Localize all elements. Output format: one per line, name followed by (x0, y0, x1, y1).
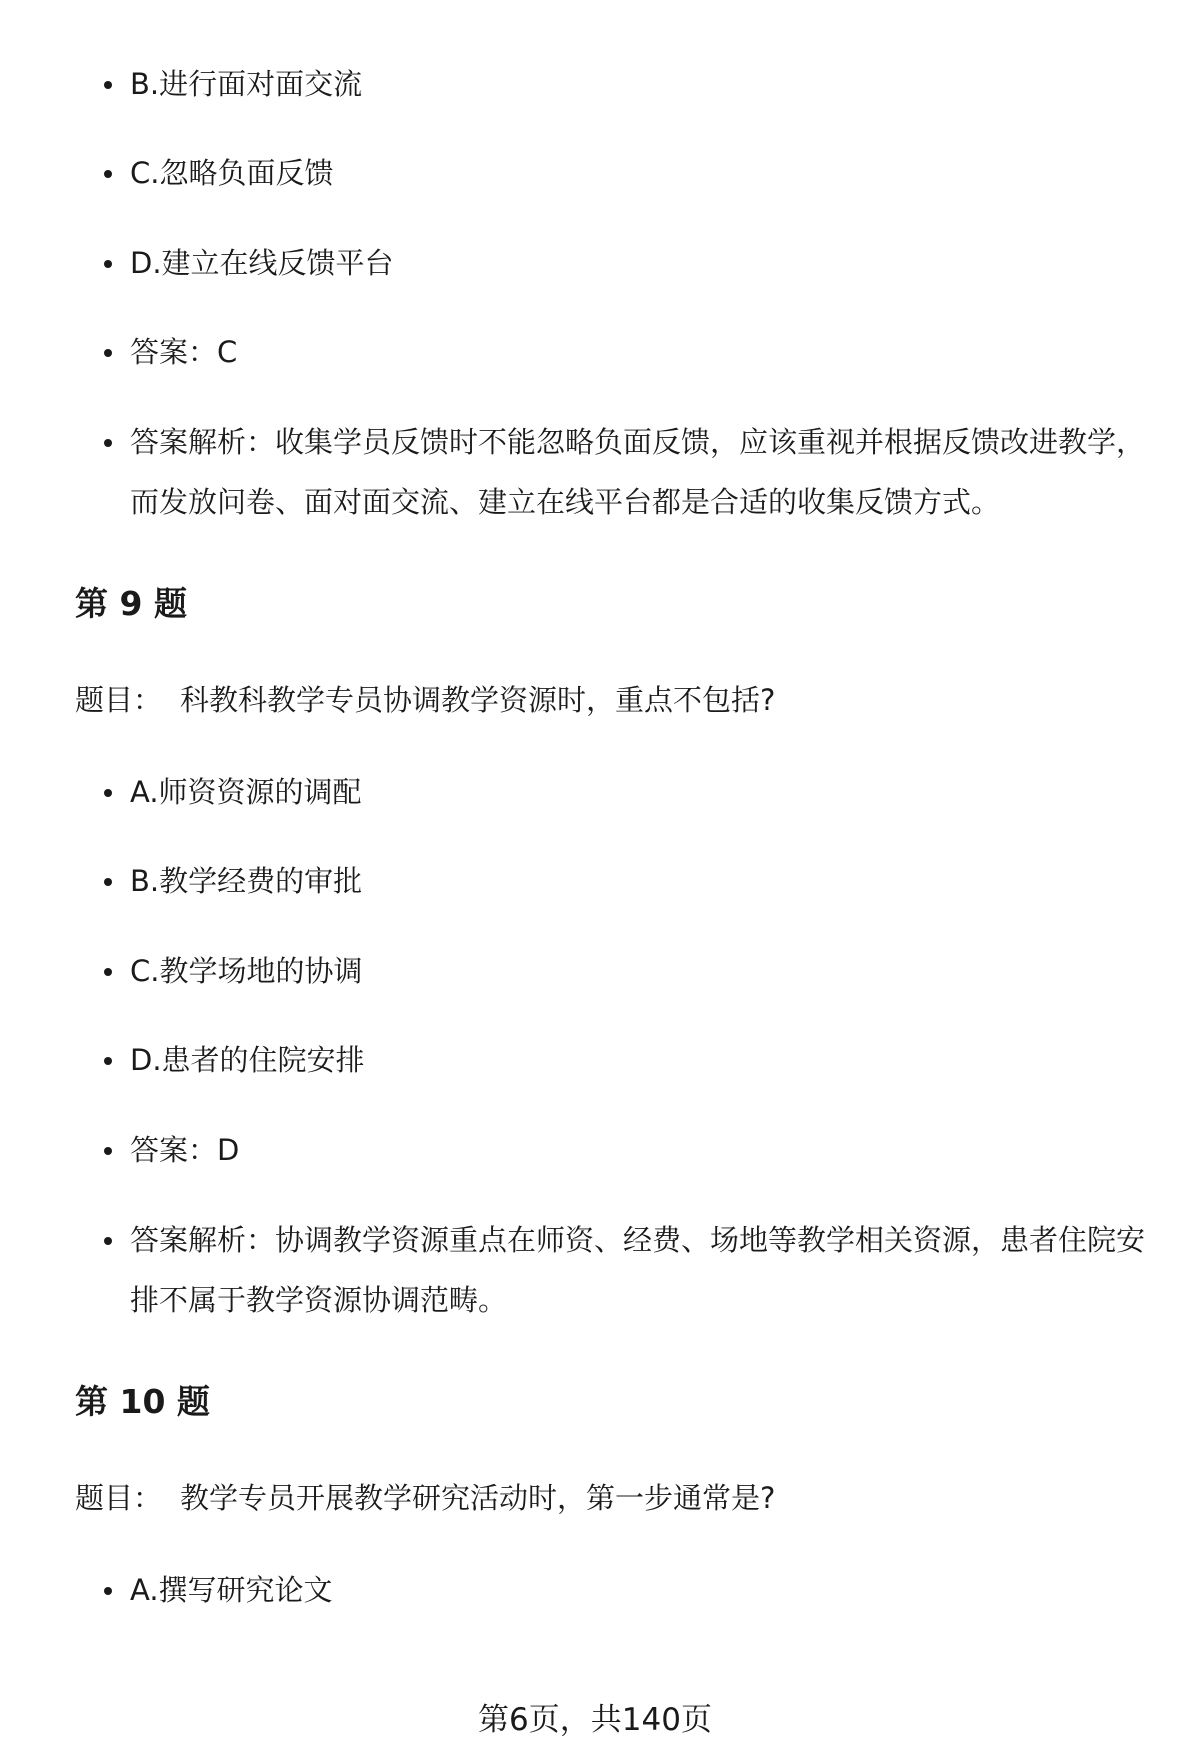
bullet-icon (104, 260, 112, 268)
bullet-icon (104, 81, 112, 89)
bullet-icon (104, 349, 112, 357)
bullet-icon (104, 1237, 112, 1245)
explanation-text: 答案解析：收集学员反馈时不能忽略负面反馈，应该重视并根据反馈改进教学，而发放问卷、面对面交流、建立在线平台都是合适的收集反馈方式。 (130, 425, 1146, 519)
bullet-icon (104, 968, 112, 976)
option-c (130, 143, 1160, 203)
question-prompt-10 (75, 1476, 775, 1520)
page-indicator: 第6页，共140页 (478, 1702, 712, 1738)
question-heading-9: 第 9 题 (75, 584, 187, 623)
option-text: C.忽略负面反馈 (130, 156, 334, 190)
option-text: C.教学场地的协调 (130, 954, 363, 988)
option-text: D.建立在线反馈平台 (130, 246, 394, 280)
option-text: A.师资资源的调配 (130, 775, 362, 809)
question-label: 题目： (75, 1481, 163, 1515)
option-a (130, 762, 1160, 822)
answer (130, 1120, 1160, 1180)
option-d (130, 233, 1160, 293)
bullet-icon (104, 1587, 112, 1595)
option-text: B.进行面对面交流 (130, 67, 363, 101)
question-text: 科教科教学专员协调教学资源时，重点不包括? (180, 683, 776, 717)
option-a (130, 1560, 1160, 1620)
question-text: 教学专员开展教学研究活动时，第一步通常是? (180, 1481, 776, 1515)
question-heading-10: 第 10 题 (75, 1382, 210, 1421)
option-b (130, 54, 1160, 114)
bullet-icon (104, 439, 112, 447)
question-prompt-9 (75, 678, 775, 722)
explanation-text: 答案解析：协调教学资源重点在师资、经费、场地等教学相关资源，患者住院安排不属于教学资源协调范畴。 (130, 1223, 1146, 1317)
option-text: A.撰写研究论文 (130, 1573, 333, 1607)
answer-explanation (130, 1210, 1160, 1330)
bullet-icon (104, 789, 112, 797)
bullet-icon (104, 1147, 112, 1155)
bullet-icon (104, 1057, 112, 1065)
answer-text: 答案：D (130, 1133, 240, 1167)
option-b (130, 851, 1160, 911)
option-d (130, 1030, 1160, 1090)
question-label: 题目： (75, 683, 163, 717)
answer-explanation (130, 412, 1160, 532)
bullet-icon (104, 878, 112, 886)
answer (130, 322, 1160, 382)
option-c (130, 941, 1160, 1001)
option-text: D.患者的住院安排 (130, 1043, 365, 1077)
bullet-icon (104, 170, 112, 178)
option-text: B.教学经费的审批 (130, 864, 363, 898)
answer-text: 答案：C (130, 335, 238, 369)
